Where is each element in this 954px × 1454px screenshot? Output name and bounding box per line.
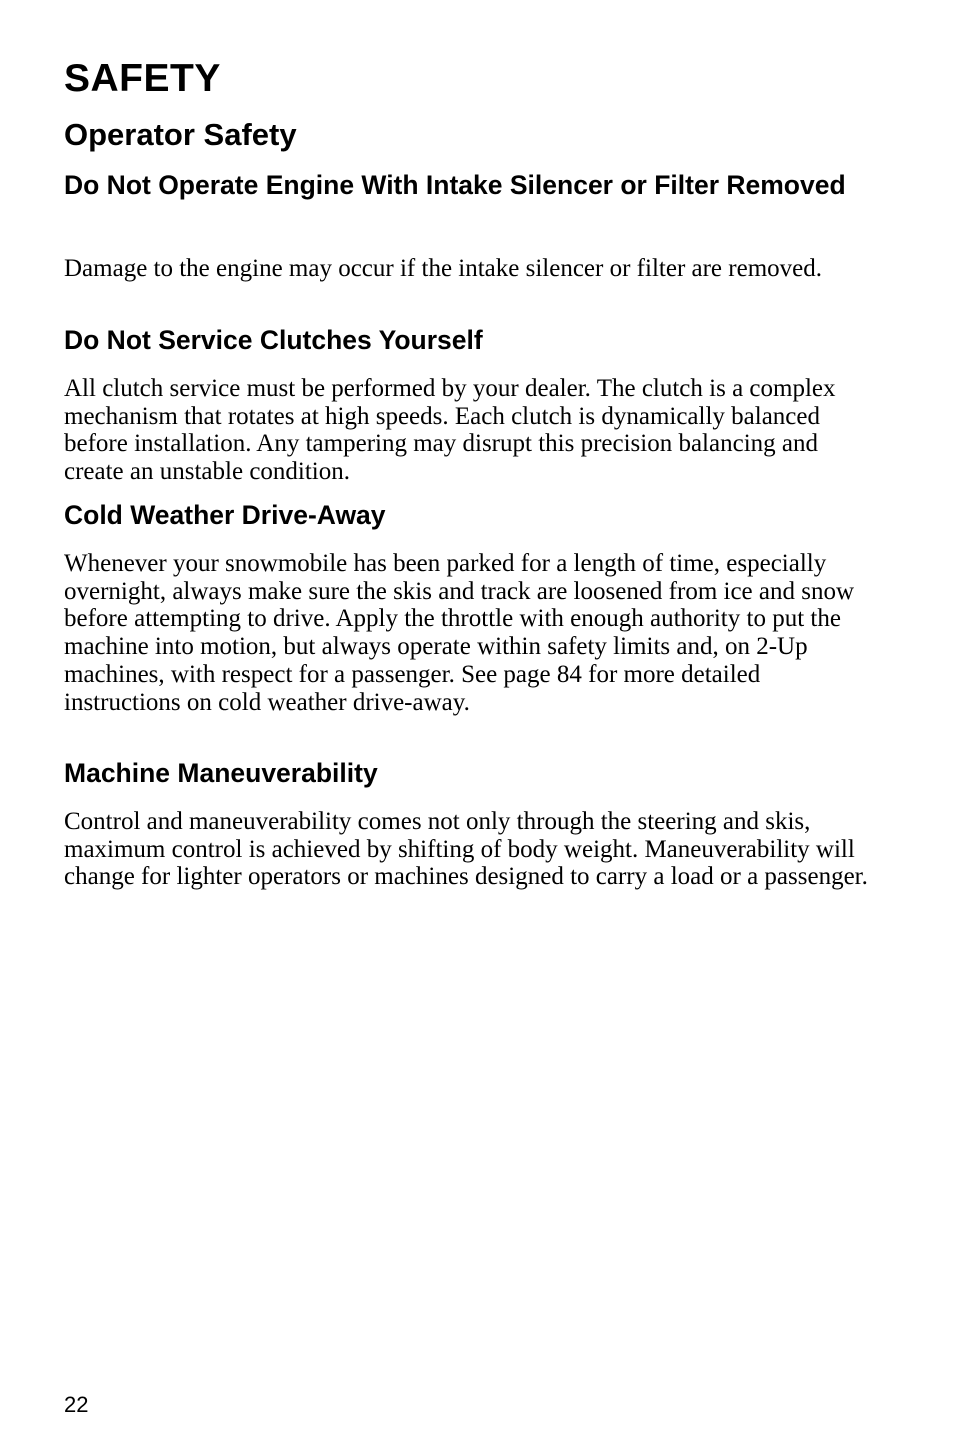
heading-maneuverability: Machine Maneuverability (64, 758, 378, 788)
section-title: Operator Safety (64, 117, 297, 152)
paragraph-intake-silencer: Damage to the engine may occur if the intake silencer or filter are removed. (64, 255, 822, 282)
chapter-title: SAFETY (64, 57, 221, 100)
heading-clutch-service: Do Not Service Clutches Yourself (64, 325, 483, 355)
heading-cold-weather: Cold Weather Drive-Away (64, 500, 386, 530)
page-number: 22 (64, 1392, 89, 1417)
paragraph-clutch-service: All clutch service must be performed by your dealer. The clutch is a complex mechanism that rotates at high speeds. Each clutch is dynamically balanced before installation. Any tampering may disrupt this precision balancing and create an unstable condition. (64, 375, 836, 486)
paragraph-maneuverability: Control and maneuverability comes not only through the steering and skis, maximum control is achieved by shifting of body weight. Maneuverability will change for lighter operators or machines designed to carry a load or a passenger. (64, 808, 868, 891)
paragraph-cold-weather: Whenever your snowmobile has been parked for a length of time, especially overnight, always make sure the skis and track are loosened from ice and snow before attempting to drive. Apply the throttle with enough authority to put the machine into motion, but always operate within safety limits and, on 2-Up machines, with respect for a passenger. See page 84 for more detailed instructions on cold weather drive-away. (64, 550, 855, 716)
heading-intake-silencer: Do Not Operate Engine With Intake Silencer or Filter Removed (64, 170, 846, 200)
